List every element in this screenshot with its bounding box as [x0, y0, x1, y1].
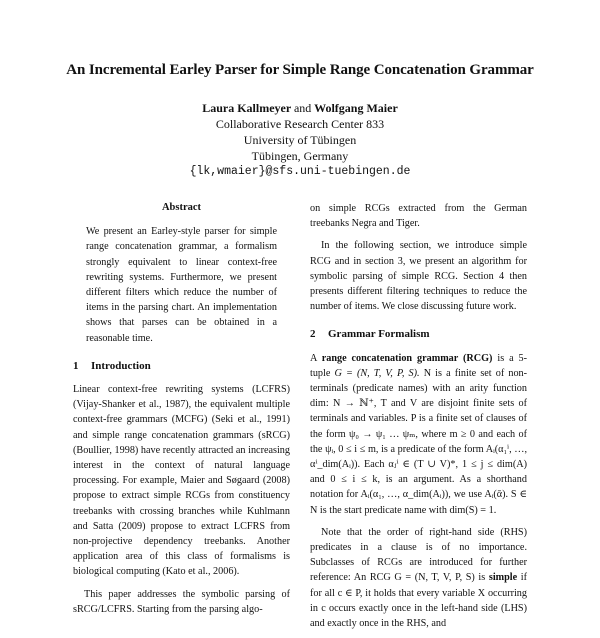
- body-paragraph: [310, 525, 527, 631]
- section-title: Introduction: [91, 359, 151, 372]
- paper-title: An Incremental Earley Parser for Simple Range Concatenation Grammar: [66, 62, 534, 78]
- right-column: [310, 201, 527, 638]
- left-column: [73, 200, 290, 624]
- abstract-heading: Abstract: [161, 202, 202, 213]
- affiliation-line: University of Tübingen: [243, 133, 357, 147]
- definition-text: N is a finite set of non-terminals (predicate names) with an arity function: [310, 367, 528, 395]
- author-email: {lk,wmaier}@sfs.uni-tuebingen.de: [189, 165, 411, 178]
- note-text: if for all c ∈ P, it holds that every variable X occurring in c occurs exactly once in the left-hand side (LHS) and exactly once in the RHS, and: [310, 572, 528, 630]
- author-name: Laura Kallmeyer: [202, 101, 291, 115]
- body-paragraph: on simple RCGs extracted from the German treebanks Negra and Tiger.: [310, 203, 527, 230]
- definition-tuple: G = (N, T, V, P, S).: [334, 367, 420, 379]
- definition-paragraph: [310, 351, 527, 518]
- section-title: Grammar Formalism: [328, 328, 430, 341]
- author-block: [0, 100, 600, 180]
- author-conjunction: and: [293, 101, 312, 115]
- affiliation-line: Collaborative Research Center 833: [215, 117, 385, 131]
- note-term: simple: [488, 572, 518, 584]
- section-number: 2: [310, 328, 316, 341]
- body-paragraph: Linear context-free rewriting systems (LCFRS) (Vijay-Shanker et al., 1987), the equivalent multiple context-free grammars (MCFG) (Seki et al., 1991) and simple range concatenation grammars (sRCG) (Boullier, 1998) have recently attracted an increasing interest in the context of natural language processing. For example, Maier and Søgaard (2008) propose to extract simple RCGs from constituency treebanks with crossing branches while Kuhlmann and Satta (2009) propose to extract LCFRS from non-projective dependency treebanks. Another application area of this class of formalisms is biological computing (Kato et al., 2006).: [73, 384, 290, 578]
- body-paragraph: This paper addresses the symbolic parsing of sRCG/LCFRS. Starting from the parsing algo-: [73, 588, 290, 615]
- section-number: 1: [73, 359, 79, 372]
- definition-text: is a 5-tuple: [310, 352, 528, 379]
- body-paragraph: In the following section, we introduce simple RCG and in section 3, we present an algorithm for symbolic parsing of simple RCG. Section 4 then presents different filtering techniques to reduce the number of items. We close discussing future work.: [310, 240, 527, 313]
- section-heading-grammar-formalism: [310, 327, 527, 342]
- affiliation-line: Tübingen, Germany: [251, 149, 349, 163]
- abstract-paragraph: We present an Earley-style parser for simple range concatenation grammar, a formalism strongly equivalent to linear context-free rewriting systems. Furthermore, we present different filters which reduce the number of items in the parsing chart. An implementation shows that parses can be obtained in a reasonable time.: [86, 226, 277, 344]
- definition-text: dim: N → ℕ⁺, T and V are disjoint finite sets of terminals and variables. P is a finite set of clauses of the form ψ₀ → ψ₁ … ψₘ, where m ≥ 0 and each of the ψᵢ, 0 ≤ i ≤ m, is a predicate of the form Aᵢ(α₁ⁱ, …, αⁱ_dim(Aᵢ)). Each αⱼⁱ ∈ (T ∪ V)*, 1 ≤ j ≤ dim(A) and 0 ≤ i ≤ k, is an argument. As a shorthand notation for Aᵢ(α₁, …, α_dim(Aᵢ)), we use Aᵢ(ᾱ). S ∈ N is the start predicate name with dim(S) = 1.: [310, 398, 527, 516]
- author-name: Wolfgang Maier: [314, 101, 398, 115]
- definition-term: range concatenation grammar (RCG): [321, 352, 493, 364]
- section-heading-introduction: [73, 359, 290, 374]
- author-names: [0, 100, 600, 116]
- definition-article: A: [310, 352, 317, 364]
- note-text: Note that the order of right-hand side (RHS) predicates in a clause is of no importance. Subclasses of RCGs are introduced for further reference: An RCG G = (N, T, V, P, S) is: [310, 526, 527, 584]
- abstract-body: [86, 224, 277, 346]
